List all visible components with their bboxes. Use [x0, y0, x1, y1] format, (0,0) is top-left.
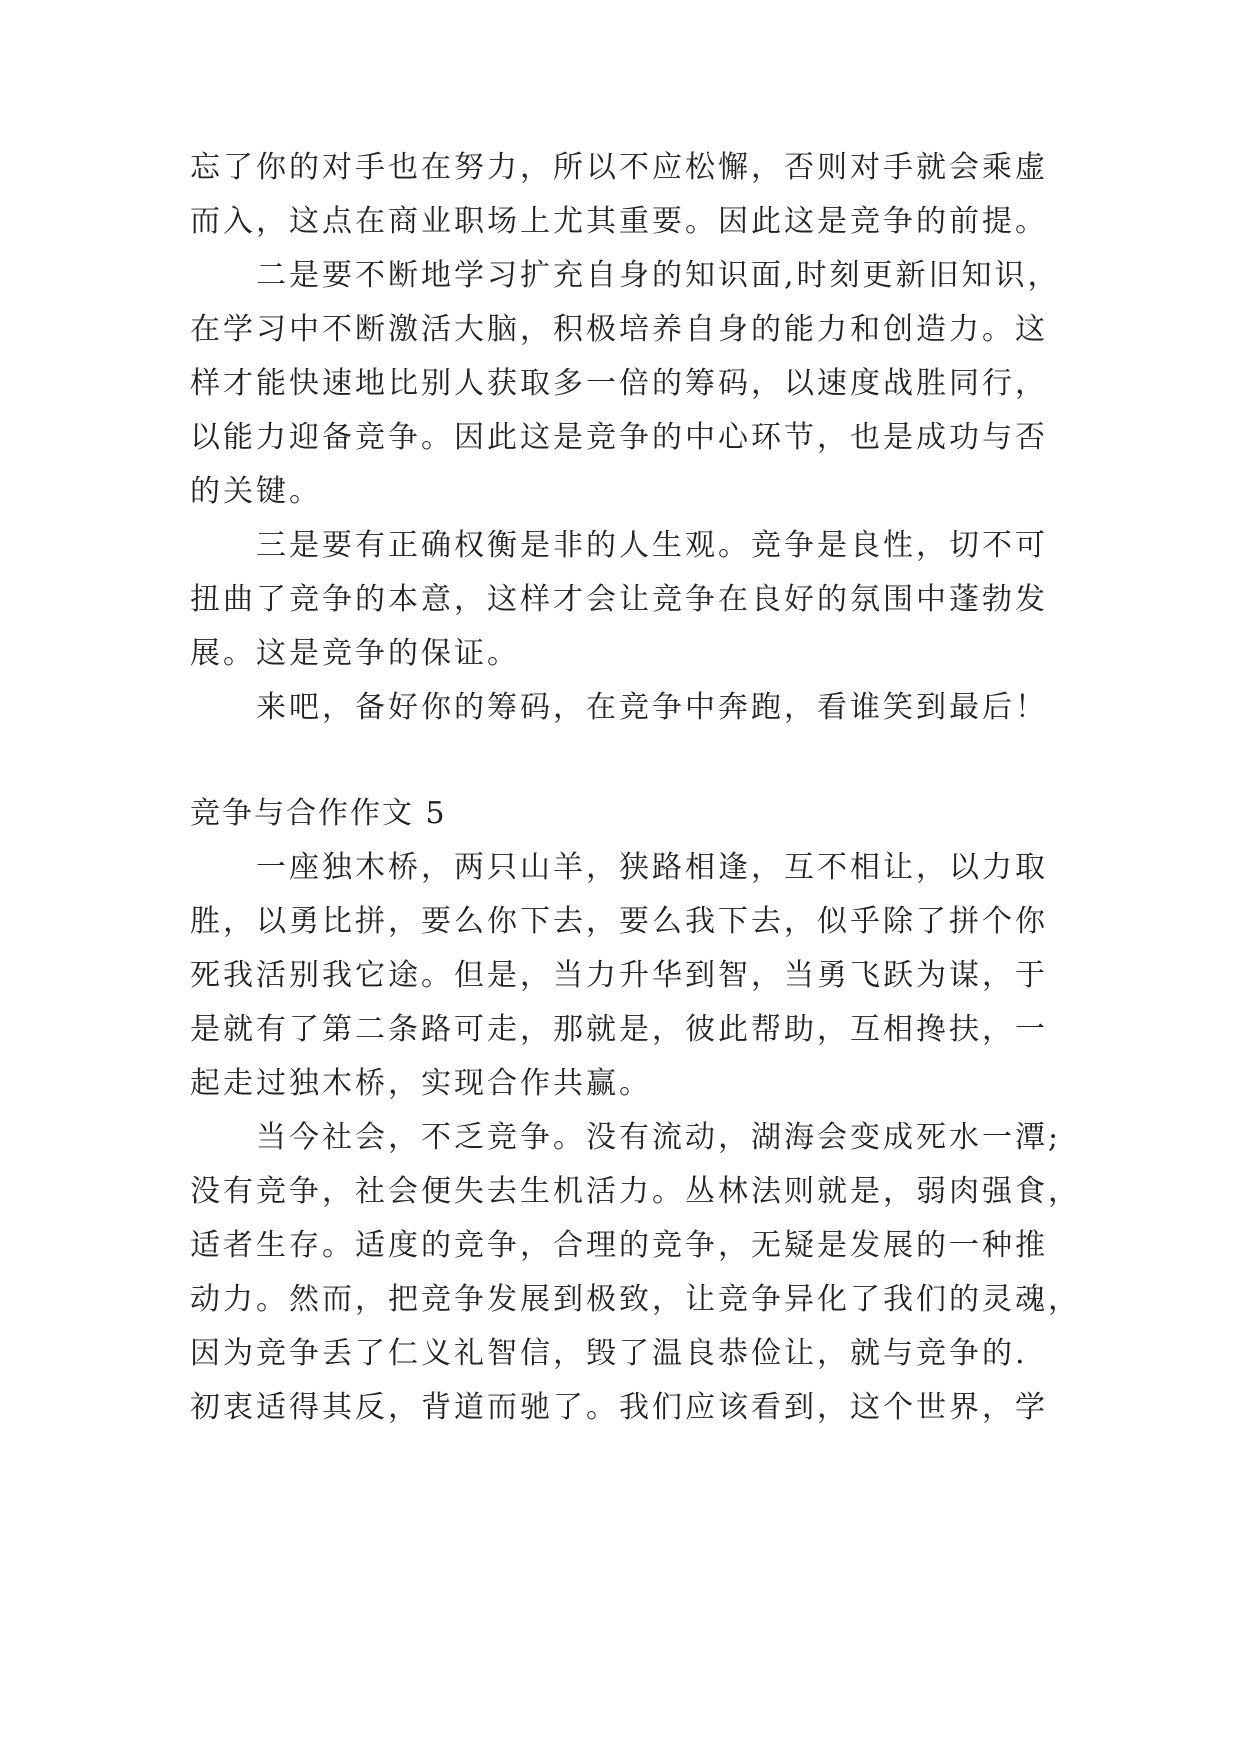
paragraph-line: 是就有了第二条路可走，那就是，彼此帮助，互相搀扶，一 [190, 1012, 1048, 1047]
paragraph-line: 样才能快速地比别人获取多一倍的筹码，以速度战胜同行， [190, 366, 1048, 401]
paragraph-line: 没有竞争，社会便失去生机活力。丛林法则就是，弱肉强食， [190, 1174, 1081, 1209]
paragraph-line: 动力。然而，把竞争发展到极致，让竞争异化了我们的灵魂， [190, 1282, 1081, 1317]
paragraph-line: 的关键。 [190, 474, 322, 509]
paragraph-line: 死我活别我它途。但是，当力升华到智，当勇飞跃为谋，于 [190, 958, 1048, 993]
paragraph-line: 当今社会，不乏竞争。没有流动，湖海会变成死水一潭; [256, 1120, 1062, 1155]
paragraph-line: 一座独木桥，两只山羊，狭路相逢，互不相让，以力取 [256, 850, 1048, 885]
paragraph-line: 因为竞争丢了仁义礼智信，毁了温良恭俭让，就与竞争的. [190, 1336, 1028, 1371]
paragraph-line: 二是要不断地学习扩充自身的知识面,时刻更新旧知识， [256, 258, 1061, 293]
paragraph-line: 扭曲了竞争的本意，这样才会让竞争在良好的氛围中蓬勃发 [190, 582, 1048, 617]
paragraph-line: 展。这是竞争的保证。 [190, 636, 520, 671]
section-title: 竞争与合作作文 5 [190, 796, 447, 831]
paragraph-line: 起走过独木桥，实现合作共赢。 [190, 1066, 652, 1101]
paragraph-line: 初衷适得其反，背道而驰了。我们应该看到，这个世界，学 [190, 1390, 1048, 1425]
paragraph-line: 适者生存。适度的竞争，合理的竞争，无疑是发展的一种推 [190, 1228, 1048, 1263]
paragraph-line: 胜，以勇比拼，要么你下去，要么我下去，似乎除了拼个你 [190, 904, 1048, 939]
paragraph-line: 来吧，备好你的筹码，在竞争中奔跑，看谁笑到最后！ [256, 690, 1048, 725]
paragraph-line: 三是要有正确权衡是非的人生观。竞争是良性，切不可 [256, 528, 1048, 563]
paragraph-line: 以能力迎备竞争。因此这是竞争的中心环节，也是成功与否 [190, 420, 1048, 455]
paragraph-line: 在学习中不断激活大脑，积极培养自身的能力和创造力。这 [190, 312, 1048, 347]
paragraph-line: 而入，这点在商业职场上尤其重要。因此这是竞争的前提。 [190, 204, 1048, 239]
paragraph-line: 忘了你的对手也在努力，所以不应松懈，否则对手就会乘虚 [190, 150, 1048, 185]
